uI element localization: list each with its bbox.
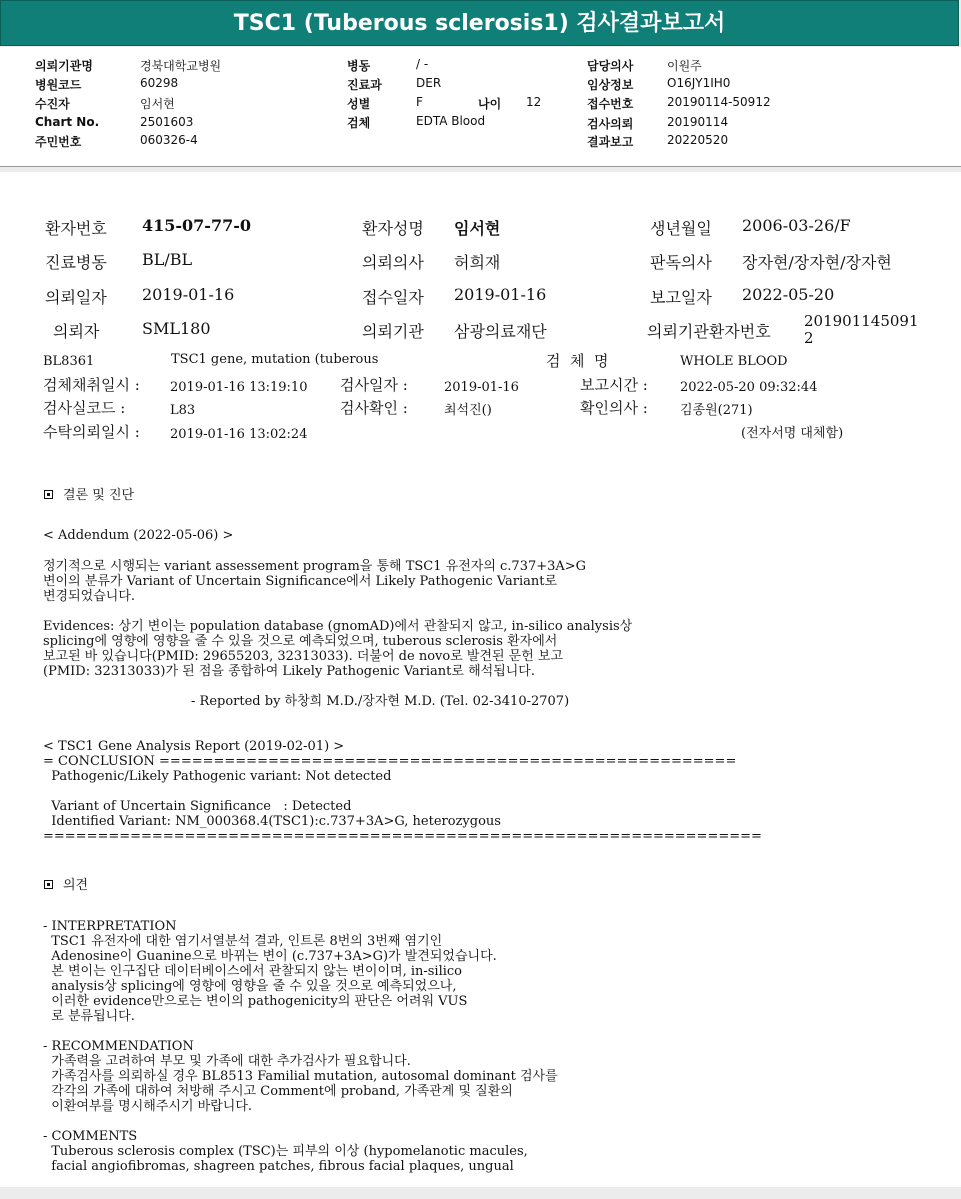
institution-label: 의뢰기관명 bbox=[35, 59, 93, 73]
age-value: 12 bbox=[526, 95, 542, 109]
reading-doctor-label: 판독의사 bbox=[650, 253, 712, 272]
report-title: TSC1 (Tuberous sclerosis1) 검사결과보고서 bbox=[233, 11, 726, 36]
hospital-code-label: 병원코드 bbox=[35, 78, 82, 92]
conclusion-title: 결론 및 진단 bbox=[63, 488, 135, 503]
consign-label: 수탁의뢰일시 : bbox=[43, 423, 140, 441]
gene-analysis-report: < TSC1 Gene Analysis Report (2019-02-01) > = CONCLUSION ===================================================== Pathogenic/Likely Pathogenic variant: Not detected Variant of Uncertain Significance : Detected Identified Variant: NM_000368.4(TSC1):c.737+3A>G, heterozygous ================================================================== bbox=[43, 739, 762, 844]
lab-code-label: 검사실코드 : bbox=[43, 399, 126, 417]
test-name: TSC1 gene, mutation (tuberous bbox=[171, 352, 379, 367]
specimen-value: EDTA Blood bbox=[416, 114, 486, 128]
addendum-evidences: Evidences: 상기 변이는 population database (gnomAD)에서 관찰되지 않고, in-silico analysis상 splicing에 영향에 영향을 줄 수 있을 것으로 예측되었으며, tuberous sclerosis 환자에서 보고된 바 있습니다(PMID: 29655203, 32313033). 더불어 de novo로 발견된 문헌 보고 (PMID: 32313033)가 된 점을 종합하여 Likely Pathogenic Variant로 해석됩니다. bbox=[43, 619, 633, 679]
requesting-doctor-value: 허희재 bbox=[454, 253, 501, 272]
collected-value: 2019-01-16 13:19:10 bbox=[170, 380, 308, 395]
report-day-label: 보고일자 bbox=[650, 288, 712, 307]
clinic-ward-label: 진료병동 bbox=[45, 253, 107, 272]
report-title-bar bbox=[0, 0, 959, 46]
specimen-label: 검체 bbox=[347, 116, 371, 130]
square-bullet-icon bbox=[44, 490, 53, 499]
institution-patient-no-value-line2: 2 bbox=[804, 329, 814, 347]
result-report-label: 결과보고 bbox=[587, 135, 634, 149]
request-date-label: 검사의뢰 bbox=[587, 117, 634, 131]
hospital-code-value: 60298 bbox=[140, 76, 179, 90]
examinee-label: 수진자 bbox=[35, 97, 70, 111]
report-time-label: 보고시간 : bbox=[580, 376, 648, 394]
age-label: 나이 bbox=[478, 97, 502, 111]
requester-value: SML180 bbox=[142, 319, 211, 338]
collected-label: 검체채취일시 : bbox=[43, 376, 140, 394]
conclusion-heading bbox=[44, 484, 134, 503]
department-value: DER bbox=[416, 76, 442, 90]
confirm-doctor-label: 확인의사 : bbox=[580, 399, 648, 417]
institution-patient-no-label: 의뢰기관환자번호 bbox=[647, 322, 771, 341]
patient-name-label: 환자성명 bbox=[362, 219, 424, 238]
patient-no-label: 환자번호 bbox=[45, 219, 107, 238]
receipt-no-value: 20190114-50912 bbox=[667, 95, 771, 109]
clinical-info-value: O16JY1IH0 bbox=[667, 76, 731, 90]
request-day-value: 2019-01-16 bbox=[142, 285, 235, 304]
reported-by: - Reported by 하창희 M.D./장자현 M.D. (Tel. 02-3410-2707) bbox=[191, 694, 570, 709]
request-day-label: 의뢰일자 bbox=[45, 288, 107, 307]
examinee-value: 임서현 bbox=[140, 97, 175, 111]
attending-doctor-value: 이원주 bbox=[667, 59, 702, 73]
specimen-name-value: WHOLE BLOOD bbox=[680, 354, 788, 369]
patient-no-value: 415-07-77-0 bbox=[142, 216, 251, 235]
requesting-doctor-label: 의뢰의사 bbox=[362, 253, 424, 272]
birth-date-label: 생년월일 bbox=[650, 219, 712, 238]
reading-doctor-value: 장자현/장자현/장자현 bbox=[742, 253, 892, 272]
confirm-doctor-value: 김종원(271) bbox=[680, 403, 753, 418]
opinion-heading bbox=[44, 874, 88, 893]
test-date-label: 검사일자 : bbox=[340, 376, 408, 394]
department-label: 진료과 bbox=[347, 78, 382, 92]
addendum-paragraph-1: 정기적으로 시행되는 variant assessement program을 통해 TSC1 유전자의 c.737+3A>G 변이의 분류가 Variant of Uncertain Significance에서 Likely Pathogenic Variant로 변경되었습니다. bbox=[43, 559, 587, 604]
requesting-institution-label: 의뢰기관 bbox=[362, 322, 424, 341]
test-date-value: 2019-01-16 bbox=[444, 380, 519, 395]
e-signature-note: (전자서명 대체함) bbox=[741, 426, 844, 441]
result-report-value: 20220520 bbox=[667, 133, 729, 147]
resident-no-value: 060326-4 bbox=[140, 133, 198, 147]
chart-no-value: 2501603 bbox=[140, 115, 194, 129]
resident-no-label: 주민번호 bbox=[35, 135, 82, 149]
institution-patient-no-value: 201901145091 bbox=[804, 312, 919, 330]
opinion-body: - INTERPRETATION TSC1 유전자에 대한 염기서열분석 결과, 인트론 8번의 3번째 염기인 Adenosine이 Guanine으로 바뀌는 변이 (c.737+3A>G)가 발견되었습니다. 본 변이는 인구집단 데이터베이스에서 관찰되지 않는 변이이며, in-silico analysis상 splicing에 영향에 영향을 줄 수 있을 것으로 예측되었으나, 이러한 evidence만으로는 변이의 pathogenicity의 판단은 어려워 VUS 로 분류됩니다. - RECOMMENDATION 가족력을 고려하여 부모 및 가족에 대한 추가검사가 필요합니다. 가족검사를 의뢰하실 경우 BL8513 Familial mutation, autosomal dominant 검사를 각각의 가족에 대하여 처방해 주시고 Comment에 proband, 가족관계 및 질환의 이환여부를 명시해주시기 바랍니다. - COMMENTS Tuberous sclerosis complex (TSC)는 피부의 이상 (hypomelanotic macules, facial angiofibromas, shagreen patches, fibrous facial plaques, ungual bbox=[43, 919, 558, 1174]
ward-label: 병동 bbox=[347, 59, 371, 73]
request-info-header bbox=[0, 47, 961, 167]
requesting-institution-value: 삼광의료재단 bbox=[454, 322, 547, 341]
specimen-name-label: 검 체 명 bbox=[546, 352, 609, 370]
request-date-value: 20190114 bbox=[667, 115, 729, 129]
test-confirm-value: 최석진() bbox=[444, 403, 492, 418]
square-bullet-icon bbox=[44, 880, 53, 889]
receipt-no-label: 접수번호 bbox=[587, 97, 634, 111]
test-code: BL8361 bbox=[43, 354, 95, 369]
report-body bbox=[0, 172, 961, 1187]
receipt-day-label: 접수일자 bbox=[362, 288, 424, 307]
requester-label: 의뢰자 bbox=[53, 322, 100, 341]
ward-value: / - bbox=[416, 57, 429, 71]
attending-doctor-label: 담당의사 bbox=[587, 59, 634, 73]
receipt-day-value: 2019-01-16 bbox=[454, 285, 547, 304]
patient-name-value: 임서현 bbox=[454, 219, 501, 238]
institution-value: 경북대학교병원 bbox=[140, 59, 222, 73]
opinion-title: 의견 bbox=[63, 878, 89, 893]
clinic-ward-value: BL/BL bbox=[142, 250, 193, 269]
bottom-strip bbox=[0, 1187, 961, 1199]
chart-no-label: Chart No. bbox=[35, 115, 100, 129]
birth-date-value: 2006-03-26/F bbox=[742, 216, 851, 235]
clinical-info-label: 임상정보 bbox=[587, 78, 634, 92]
addendum-header: < Addendum (2022-05-06) > bbox=[43, 528, 234, 543]
report-time-value: 2022-05-20 09:32:44 bbox=[680, 380, 818, 395]
sex-value: F bbox=[416, 95, 423, 109]
test-confirm-label: 검사확인 : bbox=[340, 399, 408, 417]
lab-code-value: L83 bbox=[170, 403, 196, 418]
consign-value: 2019-01-16 13:02:24 bbox=[170, 427, 308, 442]
report-day-value: 2022-05-20 bbox=[742, 285, 835, 304]
sex-label: 성별 bbox=[347, 97, 371, 111]
